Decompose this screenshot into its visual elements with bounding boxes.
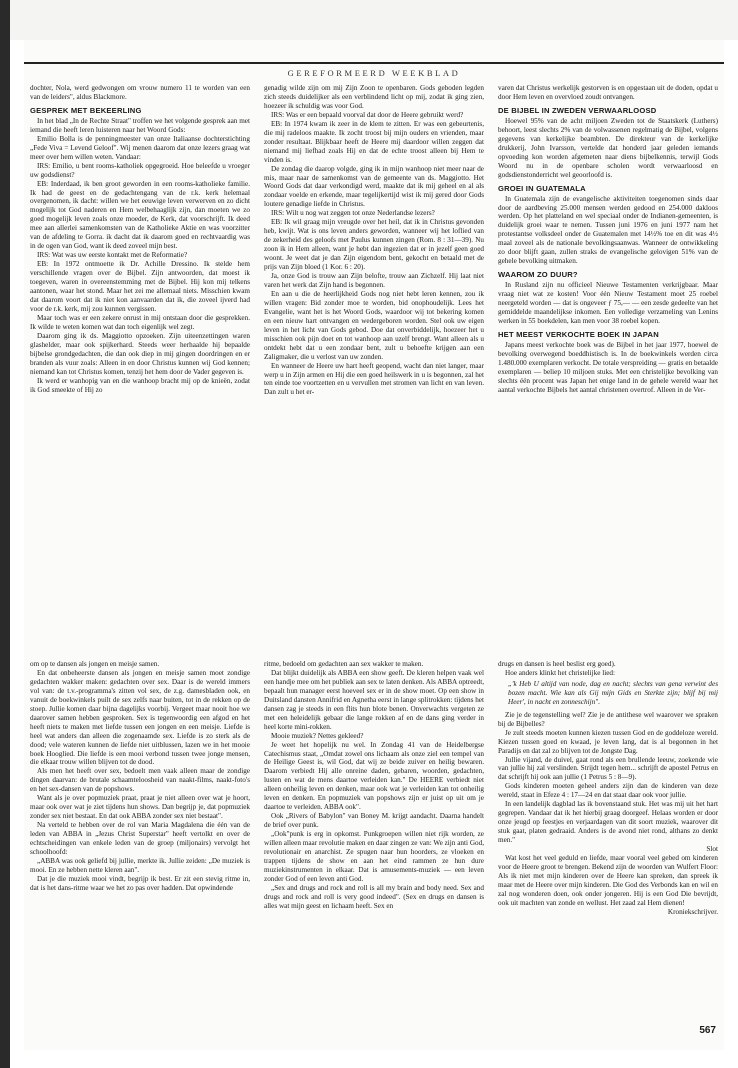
- paragraph: EB: Ik wil graag mijn vreugde over het heil, dat ik in Christus gevonden heb, kwijt. Wat is ons leven anders geworden, wanneer wij het loflied van de zekerheid des geloofs met Paulus kunnen zingen (Rom. 8 : 31—39). Nu zoon ik in Hem alleen, want je hebt dan ingezien dat er in jezelf geen goed woont. Je weet dat je dan Zijn eigendom bent, gekocht en betaald met de prijs van Zijn bloed (1 Kor. 6 : 20).: [264, 218, 484, 272]
- paragraph: EB: In 1972 ontmoette ik Dr. Achille Dressino. Ik stelde hem verschillende vragen over de Bijbel. Zijn antwoorden, dat moest ik toegeven, waren in overeenstemming met de Bijbel. Hij kon mij telkens aantonen, waar het stond. Maar het zei me allemaal niets. Misschien kwam dat daarom voort dat ik niet kon aanvaarden dat ik, die zoveel ijverd had voor de r.k. kerk, mij zou kunnen vergissen.: [30, 260, 250, 313]
- page-number: 567: [699, 1025, 716, 1036]
- paragraph: Als men het heeft over sex, bedoelt men vaak alleen maar de zondige dingen daarvan: de brutale schaamteloosheid van naakt-films, naakt-foto's en het sex-dansen van de popshows.: [30, 767, 250, 794]
- paragraph: Ook „Rivers of Babylon" van Boney M. krijgt aandacht. Daarna handelt de brief over punk.: [264, 812, 484, 830]
- magazine-page: [24, 40, 724, 1050]
- paragraph: Dat blijkt duidelijk als ABBA een show geeft. De kleren helpen vaak wel een handje mee om het publiek aan sex te laten denken. Als ABBA optreedt, bepaalt hun manager eerst hoeveel sex er in de show moet. Op een show in Duitsland dansten Annifrid en Agnetha eerst in lange splitrokken: tijdens het dansen zag je steeds in een flits hun blote benen. Onverwachts vergeten ze met een heleidelijk gebaar die lange rokken af en de dans ging verder in heel korte mini-rokken.: [264, 668, 484, 731]
- paragraph: Maar toch was er een zekere onrust in mij ontstaan door die gesprekken. Ik wilde te weten komen wat dan toch eigenlijk wel zegt.: [30, 313, 250, 331]
- paragraph: varen dat Christus werkelijk gestorven is en opgestaan uit de doden, opdat u door Hem leven en overvloed zoudt ontvangen.: [498, 84, 718, 101]
- paragraph: In het blad „In de Rechte Straat" troffen we het volgende gesprek aan met iemand die heeft leren luisteren naar het Woord Gods:: [30, 116, 250, 134]
- paragraph: Ja, onze God is trouw aan Zijn belofte, trouw aan Zichzelf. Hij laat niet varen het werk dat Zijn hand is begonnen.: [264, 272, 484, 289]
- column-3: [498, 84, 718, 658]
- column-3: [498, 660, 718, 1038]
- paragraph: IRS: Wat was uw eerste kontakt met de Reformatie?: [37, 251, 188, 260]
- paragraph: Hoe anders klinkt het christelijke lied:: [505, 668, 615, 677]
- paragraph: EB: In 1974 kwam ik zeer in de klem te zitten. Er was een gebeurtenis, die mij radeloos maakte. Ik zocht troost bij mijn ouders en vrienden, maar zonder resultaat. Blijkbaar heeft de Heere mij daardoor willen zeggen dat niemand mij liefhad zoals Hij en dat de echte troost alleen bij Hem te vinden is.: [264, 119, 484, 164]
- paragraph: In Rusland zijn nu officieel Nieuwe Testamenten verkrijgbaar. Maar vraag niet wat ze kosten! Voor één Nieuw Testament moet 25 roebel neergeteld worden — dat is ongeveer ƒ 75,— — een zesde gedeelte van het gemiddelde maandelijkse inkomen. Een volledige verzameling van Lenins werken in 55 boekdelen, kan men voor 38 roebel kopen.: [498, 281, 718, 326]
- paragraph: Gods kinderen moeten geheel anders zijn dan de kinderen van deze wereld, staat in Efeze 4 : 17—24 en dat staat daar ook voor jullie.: [498, 782, 718, 800]
- section-heading: WAAROM ZO DUUR?: [498, 270, 578, 280]
- section-heading: DE BIJBEL IN ZWEDEN VERWAARLOOSD: [498, 105, 657, 115]
- signature-line: Kroniekschrijver.: [667, 907, 718, 916]
- paragraph: genadig wilde zijn om mij Zijn Zoon te openbaren. Gods geboden legden zich steeds duidelijker als een verblindend licht op mij, zodat ik ging zien, hoezeer ik schuldig was voor God.: [264, 84, 484, 110]
- paragraph: Jullie vijand, de duivel, gaat rond als een brullende leeuw, zoekende wie van jullie hij zal verslinden. Strijdt tegen hem... schrijft de apostel Petrus en dat schrijft hij ook aan jullie (1 Petrus 5 : 8—9).: [498, 755, 718, 782]
- paragraph: drugs en dansen is heel beslist erg goed).: [498, 660, 616, 668]
- paragraph: Na verteld te hebben over de rol van Maria Magdalena die één van de leden van ABBA in „Jezus Christ Superstar" heeft vertolkt en over de echtscheidingen van enkele leden van de groep (miljonairs) vervolgt het schoolhoofd:: [30, 821, 250, 857]
- paragraph: „Ook"punk is erg in opkomst. Punkgroepen willen niet rijk worden, ze willen alleen maar revolutie maken en daar zingen ze van: We zijn anti God, revolutionair en anarchist. Ze spugen naar hun hoorders, ze vloeken en trappen tijdens de show en aan het eind rammen ze hun dure muziekinstrumenten in elkaar. Dat is amusements-muziek — een leven zonder God of een leven anti God.: [264, 830, 484, 883]
- hymn-quote: „'k Heb U altijd van node, dag en nacht; slechts van gena verwint des bozen macht. Wie kan als Gij mijn Gids en Sterkte zijn; blijf bij mij Heer', in nacht en zonneschijn".: [508, 679, 718, 706]
- column-1: [30, 660, 250, 1038]
- section-heading: GESPREK MET BEKEERLING: [30, 105, 142, 115]
- paragraph: „Sex and drugs and rock and roll is all my brain and body need. Sex and drugs and rock and roll is very good indeed". (Sex en drugs en dansen is alles wat mijn geest en lichaam heeft. Sex en: [264, 883, 484, 910]
- column-1: [30, 84, 250, 658]
- column-2: [264, 660, 484, 1038]
- paragraph: Japans meest verkochte boek was de Bijbel in het jaar 1977, hoewel de bevolking overwegend boeddhistisch is. In de boekwinkels werden circa 1.480.000 exemplaren verkocht. De totale verspreiding — gratis en betaalde exemplaren — beliep 10 miljoen stuks. Met een christelijke bevolking van slechts één procent was Japan het enige land in de gehele wereld waar het aantal verkochte Bijbels het aantal christenen overtrof. Alleen in de Ver-: [498, 340, 718, 394]
- paragraph: In een landelijk dagblad las ik bovenstaand stuk. Het was mij uit het hart gegrepen. Vandaar dat ik het hierbij graag doorgeef. Helaas worden er door onze jeugd op feestjes en verjaardagen van dit soort muziek, waarover dit stuk gaat, platen gedraaid. Anders is de avond niet rond, althans zo denkt men.": [498, 800, 718, 845]
- masthead: GEREFORMEERD WEEKBLAD: [287, 68, 461, 78]
- paragraph: IRS: Was er een bepaald voorval dat door de Heere gebruikt werd?: [271, 110, 464, 119]
- paragraph: EB: Inderdaad, ik ben groot geworden in een rooms-katholieke familie. Ik had de geest en de gedachtengang van de r.k. kerk helemaal overgenomen, ik dacht: willen we het eeuwige leven verwerven en zo dicht mogelijk tot God naderen en Hem welbehaaglijk zijn, dan moeten we zo goed mogelijk leven zoals onze moeder, de Kerk, dat voorschrijft. Ik deed mee aan allerlei samenkomsten van de Katholieke Aktie en was voorzitter van de afdeling te Gorra. ik dacht dat ik daarom goed en rechtvaardig was in de ogen van God, want ik deed zoveel mijn best.: [30, 179, 250, 251]
- paragraph: En dat onbeheerste dansen als jongen en meisje samen moet zondige gedachten wakker maken: gedachten over sex. Daar is de wereld immers vol van: de t.v.-programma's zitten vol sex, de z.g. damesbladen ook, en vanuit de boekwinkels puilt de sex zelfs naar buiten, tot in de rekken op de stoep. Jullie komen daar bijna dagelijks voorbij. Vergeet maar nooit hoe we daarover samen hebben gesproken. Sex is tegenwoordig een afgod en het heeft niets te maken met liefde tussen een jongen en een meisje. Liefde is heel wat anders dan alleen die zogenaamde sex. Liefde is zo sterk als de dood; vele wateren kunnen de liefde niet uitblussen, lazen we in het mooie boek Hooglied. Die liefde is een mooi verbond tussen twee jonge mensen, die elkaar trouw willen blijven tot de dood.: [30, 668, 250, 767]
- paragraph: Want als je over popmuziek praat, praat je niet alleen over wat je hoort, maar ook over wat je ziet tijdens hun shows. Dan begrijp je, dat popmuziek zonder sex niet bestaat. En dat ook ABBA zonder sex niet bestaat".: [30, 794, 250, 821]
- paragraph: In Guatemala zijn de evangelische aktiviteiten toegenomen sinds daar door de aardbeving 25.000 mensen werden gedood en 254.000 dakloos werden. Op het platteland en wel speciaal onder de Indianen-gemeenten, is duidelijk groei waar te nemen. Tussen juni 1976 en juni 1977 nam het protestantse volksdeel onder de Guatemalen met 14½% toe en dit was 4½ maal zoveel als de nationale bevolkingsaanwas. Wanneer de ontwikkeling zo door blijft gaan, zullen straks de evangelische gelovigen 51% van de gehele bevolking uitmaken.: [498, 194, 718, 266]
- section-heading: GROEI IN GUATEMALA: [498, 183, 586, 193]
- header-rule: [24, 62, 724, 64]
- paragraph: ritme, bedoeld om gedachten aan sex wakker te maken.: [264, 660, 424, 668]
- scan-margin: [0, 0, 738, 40]
- paragraph: De zondag die daarop volgde, ging ik in mijn wanhoop niet meer naar de mis, maar naar de samenkomst van de gemeente van ds. Maggiotto. Het Woord Gods dat daar verkondigd werd, maakte dat ik mij geheel en al als zondaar voelde en erkende, maar tegelijkertijd wist ik mij gered door Gods loutere genadige liefde in Christus.: [264, 164, 484, 209]
- paragraph: Je zult steeds moeten kunnen kiezen tussen God en de goddeloze wereld. Kiezen tussen goed en kwaad, je leven lang, dat is al begonnen in het Paradijs en dat zal zo blijven tot de Jongste Dag.: [498, 728, 718, 755]
- paragraph: om op te dansen als jongen en meisje samen.: [30, 660, 160, 668]
- bottom-columns: [30, 660, 718, 1038]
- paragraph: Daarom ging ik ds. Maggiotto opzoeken. Zijn uiteenzettingen waren glashelder, maar ook spijkerhard. Steeds weer herhaalde hij bepaalde bijbelse grondgedachten, die dan ook diep in mij gingen doordringen en er branden als vuur zoals: Alleen in en door Christus kunnen wij God kennen; niemand kan tot Christus komen, tenzij het hem door de Vader gegeven is.: [30, 331, 250, 376]
- signature-line: Slot: [706, 845, 718, 854]
- paragraph: dochter, Nola, werd gedwongen om vrouw numero 11 te worden van een van de leiders", aldus Blackmore.: [30, 84, 250, 101]
- top-columns: [30, 84, 718, 658]
- paragraph: Je weet het hopelijk nu wel. In Zondag 41 van de Heidelbergse Catechismus staat, „Omdat zowel ons lichaam als onze ziel een tempel van de Heilige Geest is, wil God, dat wij ze beide zuiver en heilig bewaren. Daarom verbiedt Hij alle onreine daden, gebaren, woorden, gedachten, lusten en wat de mens daartoe verleiden kan." De HEERE verbiedt niet alleen onheilig leven en denken, maar ook wat je verleiden kan tot onheilig leven en denken. En popmuziek van popshows zijn er juist op uit om je daartoe te verleiden. ABBA ook".: [264, 740, 484, 812]
- section-heading: HET MEEST VERKOCHTE BOEK IN JAPAN: [498, 329, 659, 339]
- paragraph: Emilio Bolla is de penningmeester van onze Italiaanse dochterstichting „Fede Viva = Levend Geloof". Wij menen daarom dat onze lezers graag wat meer over hem willen weten. Vandaar:: [30, 134, 250, 161]
- paragraph: Ik werd er wanhopig van en die wanhoop bracht mij op de knieën, zodat ik God smeekte of Hij zo: [30, 376, 250, 394]
- paragraph: Hoewel 95% van de acht miljoen Zweden tot de Staatskerk (Luthers) behoort, leest slechts 2% van de volwassenen regelmatig de Bijbel, volgens gegevens van kerkelijke beambten. De direkteur van de kerkelijke drukkerij, John Ivarsson, vertelde dat honderd jaar geleden iemands opvoeding kon worden afgemeten naar diens bijbelkennis, terwijl Gods Woord nu in de openbare scholen wordt verwaarloosd en godsdienstonderricht wel geoorloofd is.: [498, 116, 718, 179]
- paragraph: IRS: Emilio, u bent rooms-katholiek opgegroeid. Hoe beleefde u vroeger uw godsdienst?: [30, 161, 250, 179]
- paragraph: Wat kost het veel geduld en liefde, maar vooral veel gebed om kinderen voor de Heere groot te brengen. Bekend zijn de woorden van Wulfert Floor: Als ik niet met mijn kinderen over de Heere kan spreken, dan spreek ik maar met de Heere over mijn kinderen. Die God des Verbonds kan en wil en zal nog wonderen doen, ook onder jongeren. Hij is een God Die bevrijdt, ook uit machten van zonde en wellust. Het zaad zal Hem dienen!: [498, 854, 718, 907]
- paragraph: En aan u die de heerlijkheid Gods nog niet hebt leren kennen, zou ik willen vragen: Bid zonder moe te worden, bid onophoudelijk. Lees het Evangelie, want het is het Woord Gods, waardoor wij tot bekering komen en een nieuw hart ontvangen en wedergeboren worden. Stel ook uw eigen leven in het licht van Gods gebod. Doe dat onverbiddelijk, hoezeer het u misschien ook pijn doet en tot wanhoop aan uzelf brengt. Want alleen als u ontdekt hebt dat u een zondaar bent, zult u behoefte krijgen aan een Zaligmaker, die u verlost van uw zonden.: [264, 289, 484, 361]
- scan-edge: [0, 0, 10, 1068]
- paragraph: Dat je die muziek mooi vindt, begrijp ik best. Er zit een stevig ritme in, dat is het dans-ritme waar we het zo pas over hadden. Dat opwindende: [30, 874, 250, 892]
- paragraph: IRS: Wilt u nog wat zeggen tot onze Nederlandse lezers?: [271, 209, 435, 218]
- column-2: [264, 84, 484, 658]
- paragraph: „ABBA was ook geliefd bij jullie, merkte ik. Jullie zeiden: „De muziek is mooi. En ze hebben nette kleren aan".: [30, 856, 250, 874]
- paragraph: Zie je de tegenstelling wel? Zie je de antithese wel waarover we spraken bij de Bijbelles?: [498, 710, 718, 728]
- paragraph: Mooie muziek? Nettes gekleed?: [271, 731, 364, 740]
- paragraph: En wanneer de Heere uw hart heeft geopend, wacht dan niet langer, maar werp u in Zijn armen en Hij die een goed heilswerk in u is begonnen, zal het ten einde toe voortzetten en u vervullen met stromen van licht en van leven. Dan zult u het er-: [264, 361, 484, 397]
